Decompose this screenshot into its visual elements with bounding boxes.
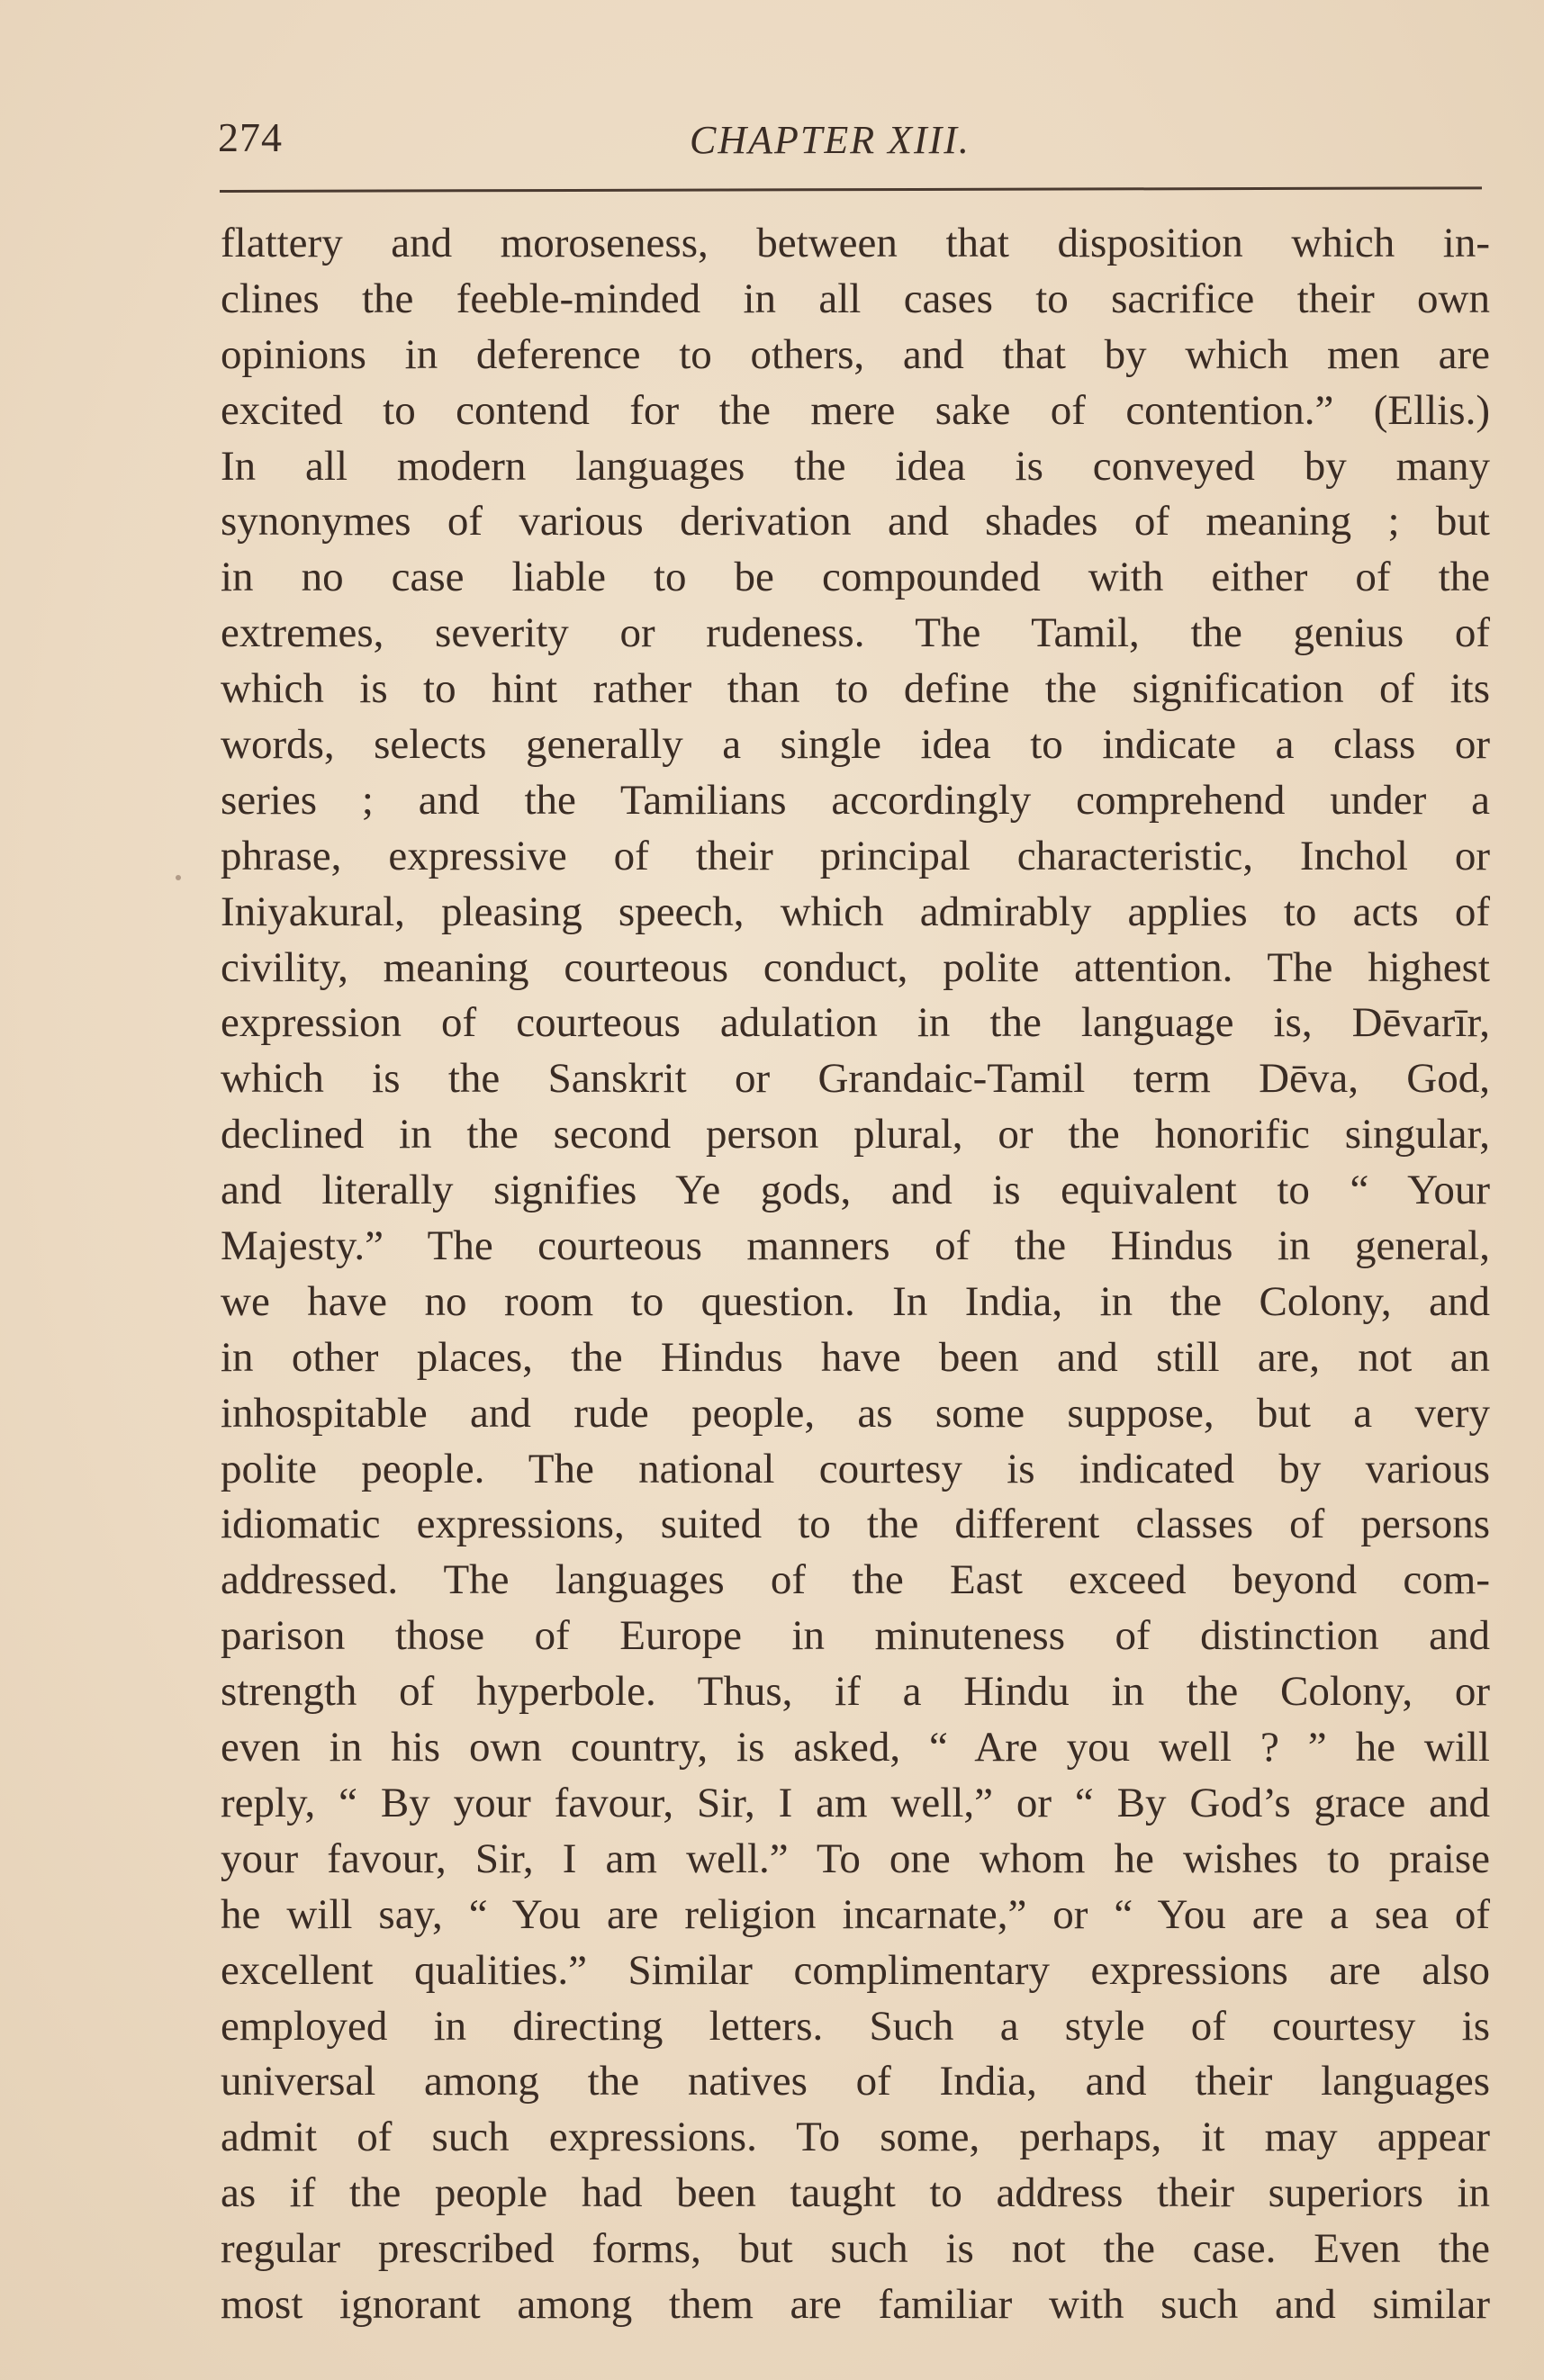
text-line: phrase, expressive of their principal characteristic, Inchol or xyxy=(221,832,1490,879)
header-rule xyxy=(220,186,1482,193)
page-header xyxy=(218,106,1487,178)
text-line: flattery and moroseness, between that disposition which in- xyxy=(221,220,1490,266)
text-line: declined in the second person plural, or the honorific singular, xyxy=(221,1111,1490,1158)
text-line: clines the feeble-minded in all cases to sacrifice their own xyxy=(221,275,1490,322)
text-line: which is the Sanskrit or Grandaic-Tamil term Dēva, God, xyxy=(221,1055,1490,1103)
text-line: in no case liable to be compounded with either of the xyxy=(221,554,1490,601)
text-line: he will say, “ You are religion incarnate,” or “ You are a sea of xyxy=(221,1890,1490,1938)
text-line: your favour, Sir, I am well.” To one whom he wishes to praise xyxy=(221,1835,1490,1882)
text-line: expression of courteous adulation in the language is, Dēvarīr, xyxy=(221,999,1490,1047)
text-line: Majesty.” The courteous manners of the Hindus in general, xyxy=(221,1222,1490,1270)
body-text xyxy=(221,216,1490,2333)
text-line: even in his own country, is asked, “ Are you well ? ” he will xyxy=(221,1724,1490,1771)
text-line: strength of hyperbole. Thus, if a Hindu in the Colony, or xyxy=(221,1668,1490,1716)
text-line: as if the people had been taught to address their superiors in xyxy=(221,2169,1490,2217)
text-line: parison those of Europe in minuteness of distinction and xyxy=(221,1612,1490,1660)
text-line: regular prescribed forms, but such is not the case. Even the xyxy=(221,2225,1490,2273)
text-line: series ; and the Tamilians accordingly comprehend under a xyxy=(221,776,1490,824)
text-line: in other places, the Hindus have been and still are, not an xyxy=(221,1333,1490,1381)
text-line: opinions in deference to others, and that by which men are xyxy=(221,330,1490,378)
text-line: we have no room to question. In India, in the Colony, and xyxy=(221,1277,1490,1325)
text-line: which is to hint rather than to define the signification of its xyxy=(221,665,1490,713)
page-number: 274 xyxy=(218,114,283,160)
text-line: extremes, severity or rudeness. The Tamil, the genius of xyxy=(221,609,1490,657)
text-line: admit of such expressions. To some, perhaps, it may appear xyxy=(221,2114,1490,2161)
text-line: civility, meaning courteous conduct, polite attention. The highest xyxy=(221,943,1490,991)
text-line: employed in directing letters. Such a style of courtesy is xyxy=(221,2002,1490,2050)
text-line: excited to contend for the mere sake of contention.” (Ellis.) xyxy=(221,386,1490,434)
text-line: Iniyakural, pleasing speech, which admirably applies to acts of xyxy=(221,888,1490,935)
text-line: and literally signifies Ye gods, and is equivalent to “ Your xyxy=(221,1167,1490,1214)
running-head: CHAPTER XIII. xyxy=(690,118,971,162)
text-line: reply, “ By your favour, Sir, I am well,” or “ By God’s grace and xyxy=(221,1779,1490,1826)
text-line: polite people. The national courtesy is indicated by various xyxy=(221,1445,1490,1492)
text-line: In all modern languages the idea is conveyed by many xyxy=(221,442,1490,490)
text-line: universal among the natives of India, and their languages xyxy=(221,2058,1490,2105)
text-line: idiomatic expressions, suited to the different classes of persons xyxy=(221,1501,1490,1548)
text-line: synonymes of various derivation and shades of meaning ; but xyxy=(221,498,1490,545)
paper-spot xyxy=(176,875,181,880)
text-line: inhospitable and rude people, as some suppose, but a very xyxy=(221,1389,1490,1437)
text-line: addressed. The languages of the East exceed beyond com- xyxy=(221,1556,1490,1604)
text-line: excellent qualities.” Similar complimentary expressions are also xyxy=(221,1946,1490,1994)
text-line: words, selects generally a single idea to indicate a class or xyxy=(221,721,1490,769)
text-line: most ignorant among them are familiar with such and similar xyxy=(221,2280,1490,2328)
